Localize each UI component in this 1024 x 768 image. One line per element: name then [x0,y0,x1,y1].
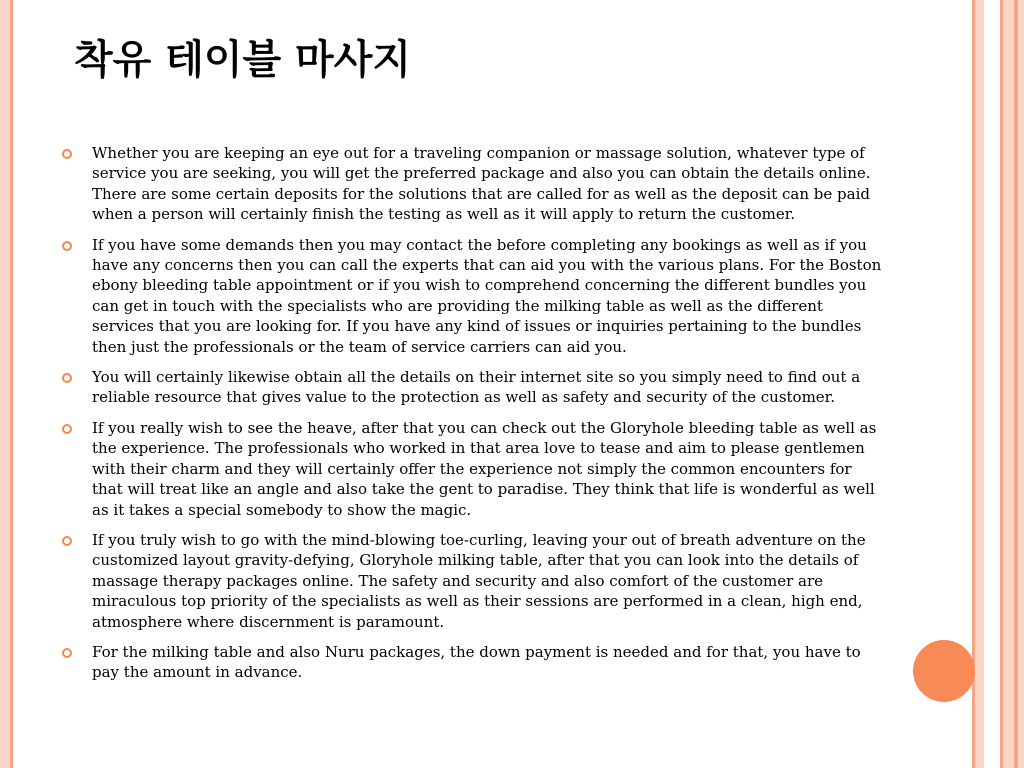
bullet-text: For the milking table and also Nuru packages, the down payment is needed and for that, you have to pay the amount in advance. [92,642,861,682]
bullet-item [62,143,882,225]
bullet-item [62,530,882,632]
bullet-text: If you have some demands then you may contact the before completing any bookings as well as if you have any concerns then you can call the experts that can aid you with the various plans. For the Boston ebony bleeding table appointment or if you wish to comprehend concerning the different bundles you can get in touch with the specialists who are providing the milking table as well as the different services that you are looking for. If you have any kind of issues or inquiries pertaining to the bundles then just the professionals or the team of service carriers can aid you. [92,235,882,356]
slide-title: 착유 테이블 마사지 [74,37,411,83]
bullet-item [62,418,882,520]
right-border-stripe [1003,0,1014,768]
circle-bullet-icon [62,536,72,546]
accent-circle [913,640,975,702]
circle-bullet-icon [62,373,72,383]
bullet-item [62,367,882,408]
circle-bullet-icon [62,424,72,434]
bullet-text: You will certainly likewise obtain all the details on their internet site so you simply need to find out a reliable resource that gives value to the protection as well as safety and security of the customer. [92,368,861,407]
bullet-text: If you really wish to see the heave, after that you can check out the Gloryhole bleeding table as well as the experience. The professionals who worked in that area love to tease and aim to please gentlemen with their charm and they will certainly offer the experience not simply the common encounters for that will treat like an angle and also take the gent to paradise. They think that life is wonderful as well as it takes a special somebody to show the magic. [92,418,877,519]
bullet-text: Whether you are keeping an eye out for a traveling companion or massage solution, whatever type of service you are seeking, you will get the preferred package and also you can obtain the details online. There are some certain deposits for the solutions that are called for as well as the deposit can be paid when a person will certainly finish the testing as well as it will apply to return the customer. [92,144,871,224]
circle-bullet-icon [62,149,72,159]
circle-bullet-icon [62,648,72,658]
right-border-stripe [1018,0,1024,768]
left-border-stripe [0,0,10,768]
left-border-line [10,0,13,768]
circle-bullet-icon [62,241,72,251]
bullet-item [62,642,882,683]
right-border-stripe [975,0,984,768]
bullet-text: If you truly wish to go with the mind-blowing toe-curling, leaving your out of breath adventure on the customized layout gravity-defying, Gloryhole milking table, after that you can look into the details of massage therapy packages online. The safety and security and also comfort of the customer are miraculous top priority of the specialists as well as their sessions are performed in a clean, high end, atmosphere where discernment is paramount. [92,530,866,631]
bullet-list [62,143,882,693]
bullet-item [62,235,882,357]
right-border-gap [984,0,1000,768]
